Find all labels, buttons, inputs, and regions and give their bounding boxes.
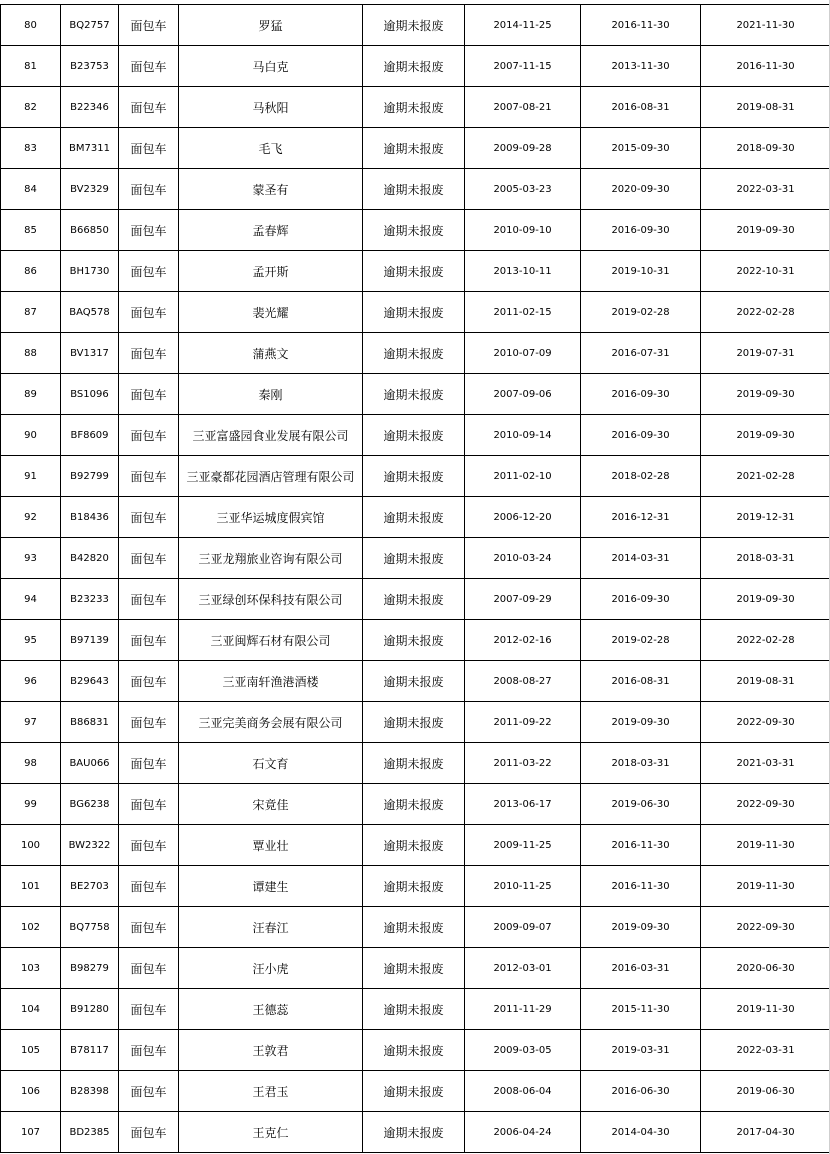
cell-inspection-due-date: 2016-09-30: [581, 415, 701, 456]
table-row: [1, 784, 830, 825]
table-row: [1, 415, 830, 456]
cell-vehicle-type: 面包车: [119, 46, 179, 87]
cell-scrap-date: 2018-03-31: [701, 538, 830, 579]
cell-status: 逾期未报废: [363, 292, 465, 333]
cell-status: 逾期未报废: [363, 825, 465, 866]
cell-plate-number: B23233: [61, 579, 119, 620]
table-row: [1, 374, 830, 415]
cell-scrap-date: 2019-09-30: [701, 210, 830, 251]
cell-registration-date: 2009-03-05: [465, 1030, 581, 1071]
cell-inspection-due-date: 2019-10-31: [581, 251, 701, 292]
cell-owner-name: 蒙圣有: [179, 169, 363, 210]
cell-owner-name: 三亚富盛园食业发展有限公司: [179, 415, 363, 456]
cell-registration-date: 2011-09-22: [465, 702, 581, 743]
cell-inspection-due-date: 2019-06-30: [581, 784, 701, 825]
table-row: [1, 497, 830, 538]
cell-owner-name: 宋竟佳: [179, 784, 363, 825]
cell-plate-number: B98279: [61, 948, 119, 989]
cell-scrap-date: 2019-09-30: [701, 415, 830, 456]
cell-scrap-date: 2018-09-30: [701, 128, 830, 169]
cell-vehicle-type: 面包车: [119, 251, 179, 292]
cell-status: 逾期未报废: [363, 702, 465, 743]
cell-owner-name: 蒲燕文: [179, 333, 363, 374]
cell-owner-name: 三亚龙翔旅业咨询有限公司: [179, 538, 363, 579]
table-body: [1, 5, 830, 1153]
cell-registration-date: 2008-08-27: [465, 661, 581, 702]
table-row: [1, 46, 830, 87]
cell-scrap-date: 2019-06-30: [701, 1071, 830, 1112]
cell-inspection-due-date: 2014-04-30: [581, 1112, 701, 1153]
cell-plate-number: BM7311: [61, 128, 119, 169]
cell-inspection-due-date: 2019-03-31: [581, 1030, 701, 1071]
cell-scrap-date: 2021-03-31: [701, 743, 830, 784]
cell-scrap-date: 2022-09-30: [701, 784, 830, 825]
cell-plate-number: B22346: [61, 87, 119, 128]
cell-vehicle-type: 面包车: [119, 989, 179, 1030]
cell-vehicle-type: 面包车: [119, 538, 179, 579]
cell-status: 逾期未报废: [363, 87, 465, 128]
cell-owner-name: 孟春辉: [179, 210, 363, 251]
cell-status: 逾期未报废: [363, 579, 465, 620]
cell-plate-number: B78117: [61, 1030, 119, 1071]
cell-status: 逾期未报废: [363, 1112, 465, 1153]
table-row: [1, 87, 830, 128]
cell-inspection-due-date: 2016-09-30: [581, 374, 701, 415]
table-row: [1, 169, 830, 210]
cell-vehicle-type: 面包车: [119, 1112, 179, 1153]
cell-row-number: 89: [1, 374, 61, 415]
cell-plate-number: BV2329: [61, 169, 119, 210]
cell-vehicle-type: 面包车: [119, 374, 179, 415]
cell-status: 逾期未报废: [363, 333, 465, 374]
table-row: [1, 743, 830, 784]
cell-registration-date: 2013-10-11: [465, 251, 581, 292]
cell-plate-number: BAQ578: [61, 292, 119, 333]
cell-vehicle-type: 面包车: [119, 292, 179, 333]
cell-owner-name: 王德蕊: [179, 989, 363, 1030]
cell-status: 逾期未报废: [363, 128, 465, 169]
cell-owner-name: 三亚绿创环保科技有限公司: [179, 579, 363, 620]
cell-plate-number: B86831: [61, 702, 119, 743]
cell-vehicle-type: 面包车: [119, 702, 179, 743]
cell-inspection-due-date: 2015-11-30: [581, 989, 701, 1030]
cell-status: 逾期未报废: [363, 169, 465, 210]
cell-vehicle-type: 面包车: [119, 456, 179, 497]
cell-status: 逾期未报废: [363, 251, 465, 292]
cell-inspection-due-date: 2016-06-30: [581, 1071, 701, 1112]
table-row: [1, 989, 830, 1030]
vehicle-table: [0, 4, 830, 1153]
table-row: [1, 5, 830, 46]
cell-registration-date: 2007-11-15: [465, 46, 581, 87]
cell-registration-date: 2007-09-29: [465, 579, 581, 620]
table-row: [1, 1071, 830, 1112]
cell-inspection-due-date: 2016-08-31: [581, 87, 701, 128]
cell-registration-date: 2011-03-22: [465, 743, 581, 784]
table-row: [1, 620, 830, 661]
cell-row-number: 101: [1, 866, 61, 907]
table-row: [1, 333, 830, 374]
cell-row-number: 107: [1, 1112, 61, 1153]
cell-plate-number: BW2322: [61, 825, 119, 866]
cell-registration-date: 2011-02-15: [465, 292, 581, 333]
cell-owner-name: 石文育: [179, 743, 363, 784]
cell-registration-date: 2010-09-14: [465, 415, 581, 456]
cell-row-number: 104: [1, 989, 61, 1030]
cell-vehicle-type: 面包车: [119, 210, 179, 251]
cell-scrap-date: 2019-07-31: [701, 333, 830, 374]
cell-inspection-due-date: 2019-09-30: [581, 702, 701, 743]
cell-scrap-date: 2022-02-28: [701, 292, 830, 333]
cell-registration-date: 2009-11-25: [465, 825, 581, 866]
cell-owner-name: 三亚完美商务会展有限公司: [179, 702, 363, 743]
cell-inspection-due-date: 2018-02-28: [581, 456, 701, 497]
cell-registration-date: 2010-07-09: [465, 333, 581, 374]
cell-registration-date: 2007-09-06: [465, 374, 581, 415]
cell-row-number: 103: [1, 948, 61, 989]
table-row: [1, 825, 830, 866]
cell-vehicle-type: 面包车: [119, 1071, 179, 1112]
cell-row-number: 98: [1, 743, 61, 784]
cell-owner-name: 三亚闽辉石材有限公司: [179, 620, 363, 661]
cell-scrap-date: 2022-03-31: [701, 169, 830, 210]
cell-owner-name: 三亚豪都花园酒店管理有限公司: [179, 456, 363, 497]
cell-status: 逾期未报废: [363, 948, 465, 989]
cell-plate-number: B23753: [61, 46, 119, 87]
cell-owner-name: 谭建生: [179, 866, 363, 907]
cell-registration-date: 2010-11-25: [465, 866, 581, 907]
cell-plate-number: BG6238: [61, 784, 119, 825]
cell-row-number: 87: [1, 292, 61, 333]
cell-status: 逾期未报废: [363, 1071, 465, 1112]
cell-registration-date: 2012-02-16: [465, 620, 581, 661]
cell-owner-name: 裴光耀: [179, 292, 363, 333]
cell-scrap-date: 2022-03-31: [701, 1030, 830, 1071]
cell-scrap-date: 2020-06-30: [701, 948, 830, 989]
cell-vehicle-type: 面包车: [119, 333, 179, 374]
cell-row-number: 92: [1, 497, 61, 538]
cell-vehicle-type: 面包车: [119, 866, 179, 907]
cell-scrap-date: 2019-11-30: [701, 825, 830, 866]
table-row: [1, 661, 830, 702]
cell-inspection-due-date: 2016-11-30: [581, 866, 701, 907]
cell-vehicle-type: 面包车: [119, 415, 179, 456]
table-row: [1, 702, 830, 743]
cell-row-number: 94: [1, 579, 61, 620]
cell-inspection-due-date: 2016-12-31: [581, 497, 701, 538]
cell-row-number: 102: [1, 907, 61, 948]
table-row: [1, 1030, 830, 1071]
cell-row-number: 99: [1, 784, 61, 825]
table-row: [1, 866, 830, 907]
cell-plate-number: BV1317: [61, 333, 119, 374]
cell-registration-date: 2011-11-29: [465, 989, 581, 1030]
cell-registration-date: 2010-09-10: [465, 210, 581, 251]
cell-owner-name: 汪小虎: [179, 948, 363, 989]
cell-inspection-due-date: 2016-09-30: [581, 579, 701, 620]
cell-row-number: 90: [1, 415, 61, 456]
cell-status: 逾期未报废: [363, 743, 465, 784]
cell-owner-name: 三亚华运城度假宾馆: [179, 497, 363, 538]
cell-inspection-due-date: 2014-03-31: [581, 538, 701, 579]
cell-vehicle-type: 面包车: [119, 948, 179, 989]
cell-vehicle-type: 面包车: [119, 743, 179, 784]
table-row: [1, 579, 830, 620]
cell-registration-date: 2009-09-28: [465, 128, 581, 169]
cell-row-number: 93: [1, 538, 61, 579]
cell-owner-name: 马白克: [179, 46, 363, 87]
table-row: [1, 456, 830, 497]
cell-scrap-date: 2019-11-30: [701, 989, 830, 1030]
table-row: [1, 292, 830, 333]
cell-plate-number: BS1096: [61, 374, 119, 415]
cell-status: 逾期未报废: [363, 5, 465, 46]
cell-owner-name: 马秋阳: [179, 87, 363, 128]
cell-owner-name: 王敦君: [179, 1030, 363, 1071]
cell-status: 逾期未报废: [363, 497, 465, 538]
cell-row-number: 95: [1, 620, 61, 661]
cell-plate-number: BF8609: [61, 415, 119, 456]
cell-row-number: 96: [1, 661, 61, 702]
cell-vehicle-type: 面包车: [119, 620, 179, 661]
cell-inspection-due-date: 2016-07-31: [581, 333, 701, 374]
cell-row-number: 86: [1, 251, 61, 292]
cell-scrap-date: 2021-02-28: [701, 456, 830, 497]
cell-registration-date: 2007-08-21: [465, 87, 581, 128]
cell-scrap-date: 2022-09-30: [701, 702, 830, 743]
cell-status: 逾期未报废: [363, 1030, 465, 1071]
cell-plate-number: B91280: [61, 989, 119, 1030]
cell-row-number: 88: [1, 333, 61, 374]
cell-vehicle-type: 面包车: [119, 784, 179, 825]
cell-plate-number: B42820: [61, 538, 119, 579]
cell-owner-name: 三亚南轩渔港酒楼: [179, 661, 363, 702]
cell-scrap-date: 2022-02-28: [701, 620, 830, 661]
cell-plate-number: BQ7758: [61, 907, 119, 948]
cell-vehicle-type: 面包车: [119, 661, 179, 702]
cell-scrap-date: 2017-04-30: [701, 1112, 830, 1153]
cell-plate-number: BD2385: [61, 1112, 119, 1153]
cell-inspection-due-date: 2016-11-30: [581, 5, 701, 46]
cell-registration-date: 2013-06-17: [465, 784, 581, 825]
cell-registration-date: 2011-02-10: [465, 456, 581, 497]
cell-status: 逾期未报废: [363, 456, 465, 497]
cell-registration-date: 2008-06-04: [465, 1071, 581, 1112]
cell-registration-date: 2006-12-20: [465, 497, 581, 538]
cell-scrap-date: 2022-09-30: [701, 907, 830, 948]
cell-vehicle-type: 面包车: [119, 497, 179, 538]
cell-status: 逾期未报废: [363, 620, 465, 661]
cell-inspection-due-date: 2019-02-28: [581, 292, 701, 333]
cell-row-number: 82: [1, 87, 61, 128]
cell-scrap-date: 2019-12-31: [701, 497, 830, 538]
cell-row-number: 85: [1, 210, 61, 251]
cell-status: 逾期未报废: [363, 866, 465, 907]
cell-row-number: 100: [1, 825, 61, 866]
cell-inspection-due-date: 2015-09-30: [581, 128, 701, 169]
cell-owner-name: 孟开斯: [179, 251, 363, 292]
cell-inspection-due-date: 2013-11-30: [581, 46, 701, 87]
cell-row-number: 80: [1, 5, 61, 46]
cell-scrap-date: 2019-11-30: [701, 866, 830, 907]
cell-plate-number: BAU066: [61, 743, 119, 784]
cell-registration-date: 2005-03-23: [465, 169, 581, 210]
cell-registration-date: 2009-09-07: [465, 907, 581, 948]
table-row: [1, 948, 830, 989]
cell-status: 逾期未报废: [363, 989, 465, 1030]
table-row: [1, 251, 830, 292]
cell-registration-date: 2010-03-24: [465, 538, 581, 579]
cell-row-number: 84: [1, 169, 61, 210]
cell-owner-name: 王君玉: [179, 1071, 363, 1112]
cell-scrap-date: 2019-08-31: [701, 87, 830, 128]
cell-scrap-date: 2019-09-30: [701, 579, 830, 620]
cell-vehicle-type: 面包车: [119, 169, 179, 210]
cell-status: 逾期未报废: [363, 661, 465, 702]
cell-scrap-date: 2019-08-31: [701, 661, 830, 702]
cell-vehicle-type: 面包车: [119, 87, 179, 128]
cell-vehicle-type: 面包车: [119, 5, 179, 46]
cell-inspection-due-date: 2016-11-30: [581, 825, 701, 866]
cell-inspection-due-date: 2018-03-31: [581, 743, 701, 784]
cell-inspection-due-date: 2020-09-30: [581, 169, 701, 210]
cell-scrap-date: 2019-09-30: [701, 374, 830, 415]
cell-owner-name: 毛飞: [179, 128, 363, 169]
table-row: [1, 907, 830, 948]
cell-status: 逾期未报废: [363, 784, 465, 825]
cell-registration-date: 2014-11-25: [465, 5, 581, 46]
table-row: [1, 210, 830, 251]
table-row: [1, 1112, 830, 1153]
cell-registration-date: 2012-03-01: [465, 948, 581, 989]
cell-vehicle-type: 面包车: [119, 907, 179, 948]
cell-plate-number: B29643: [61, 661, 119, 702]
cell-plate-number: BQ2757: [61, 5, 119, 46]
cell-inspection-due-date: 2016-03-31: [581, 948, 701, 989]
cell-row-number: 106: [1, 1071, 61, 1112]
cell-row-number: 97: [1, 702, 61, 743]
cell-row-number: 81: [1, 46, 61, 87]
cell-inspection-due-date: 2019-02-28: [581, 620, 701, 661]
cell-row-number: 105: [1, 1030, 61, 1071]
table-row: [1, 128, 830, 169]
cell-plate-number: B92799: [61, 456, 119, 497]
cell-scrap-date: 2016-11-30: [701, 46, 830, 87]
cell-scrap-date: 2022-10-31: [701, 251, 830, 292]
cell-row-number: 91: [1, 456, 61, 497]
cell-status: 逾期未报废: [363, 415, 465, 456]
cell-vehicle-type: 面包车: [119, 1030, 179, 1071]
cell-registration-date: 2006-04-24: [465, 1112, 581, 1153]
cell-vehicle-type: 面包车: [119, 825, 179, 866]
cell-owner-name: 秦刚: [179, 374, 363, 415]
cell-plate-number: B18436: [61, 497, 119, 538]
cell-owner-name: 王克仁: [179, 1112, 363, 1153]
cell-scrap-date: 2021-11-30: [701, 5, 830, 46]
cell-status: 逾期未报废: [363, 210, 465, 251]
cell-inspection-due-date: 2016-08-31: [581, 661, 701, 702]
cell-row-number: 83: [1, 128, 61, 169]
cell-vehicle-type: 面包车: [119, 128, 179, 169]
cell-plate-number: B66850: [61, 210, 119, 251]
cell-status: 逾期未报废: [363, 538, 465, 579]
cell-status: 逾期未报废: [363, 46, 465, 87]
cell-status: 逾期未报废: [363, 907, 465, 948]
cell-plate-number: B28398: [61, 1071, 119, 1112]
cell-owner-name: 覃业壮: [179, 825, 363, 866]
cell-owner-name: 汪春江: [179, 907, 363, 948]
cell-owner-name: 罗猛: [179, 5, 363, 46]
cell-inspection-due-date: 2019-09-30: [581, 907, 701, 948]
cell-plate-number: B97139: [61, 620, 119, 661]
cell-plate-number: BH1730: [61, 251, 119, 292]
cell-inspection-due-date: 2016-09-30: [581, 210, 701, 251]
table-row: [1, 538, 830, 579]
cell-vehicle-type: 面包车: [119, 579, 179, 620]
cell-plate-number: BE2703: [61, 866, 119, 907]
cell-status: 逾期未报废: [363, 374, 465, 415]
